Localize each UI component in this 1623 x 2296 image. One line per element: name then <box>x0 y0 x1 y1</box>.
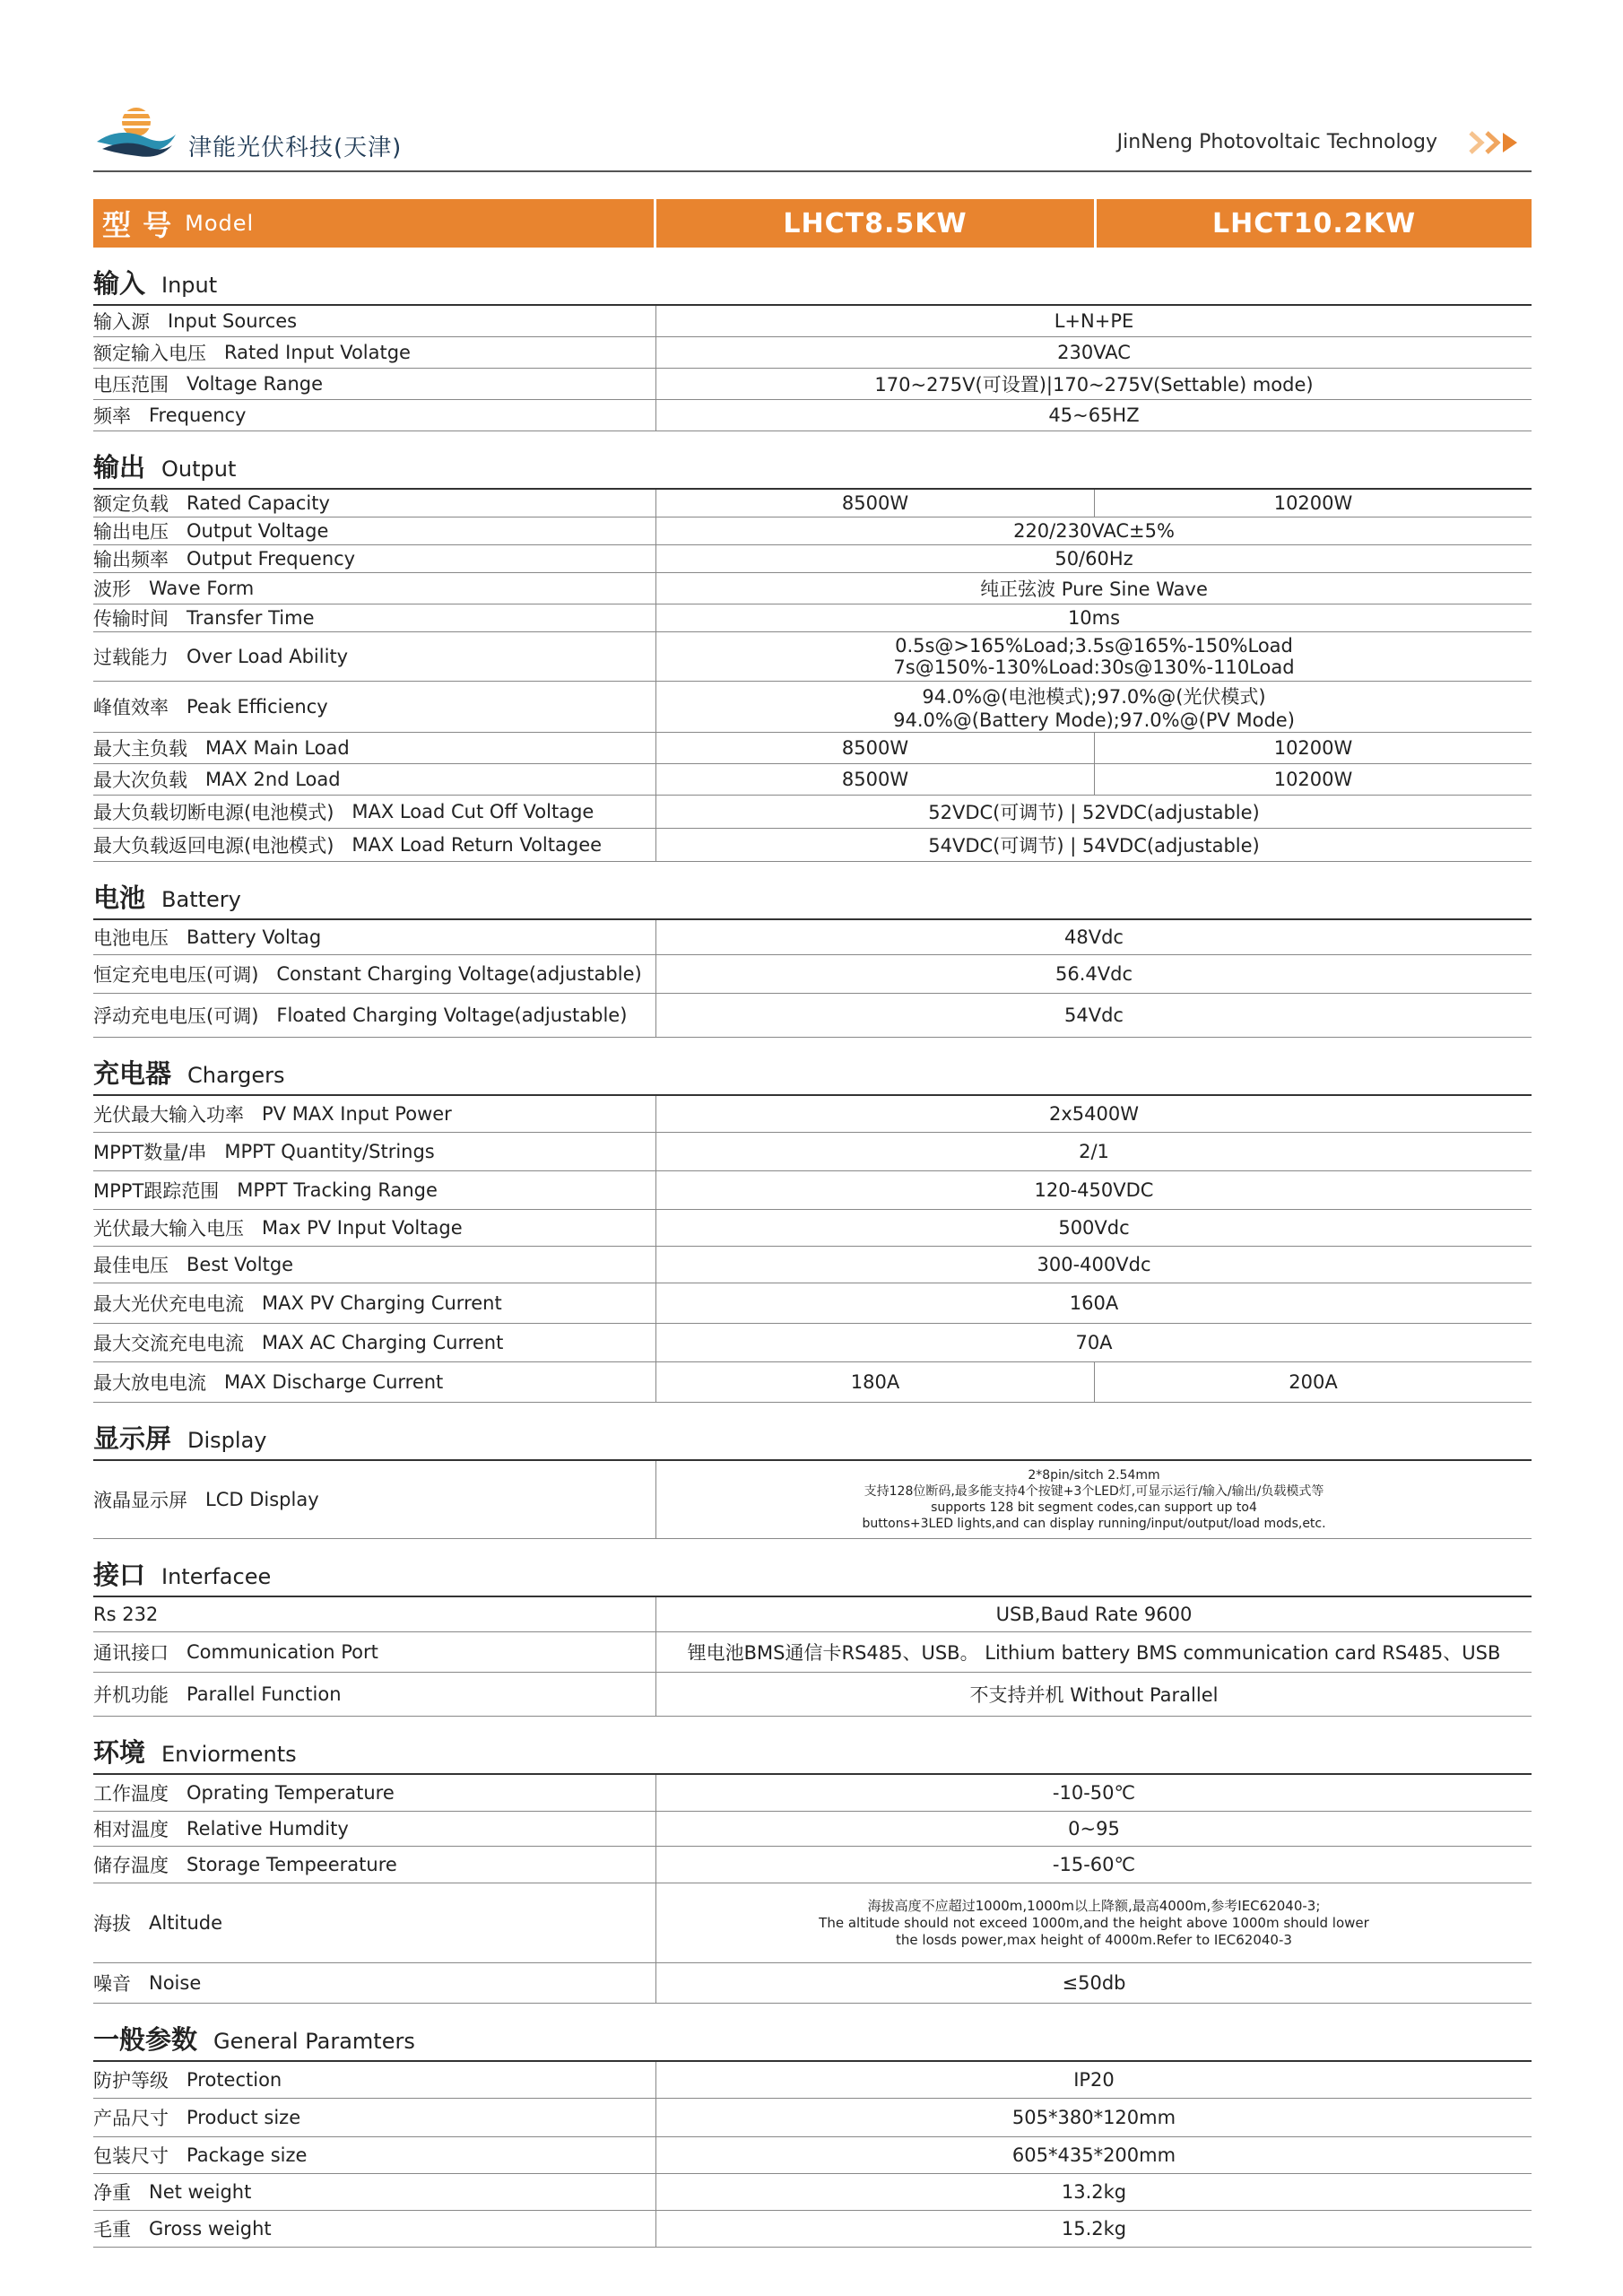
spec-value <box>656 337 1532 368</box>
spec-label-en: Voltage Range <box>187 373 324 395</box>
spec-label <box>93 2137 656 2173</box>
spec-row <box>93 682 1532 733</box>
spec-value-line: the losds power,max height of 4000m.Refer to IEC62040-3 <box>896 1931 1292 1948</box>
spec-value <box>656 920 1532 954</box>
spec-value <box>656 955 1532 993</box>
spec-value <box>656 1673 1532 1716</box>
spec-label-en: Package size <box>187 2144 308 2166</box>
spec-label-en: Oprating Temperature <box>187 1782 395 1804</box>
spec-label <box>93 1812 656 1846</box>
spec-value-text: 纯正弦波 Pure Sine Wave <box>980 578 1208 600</box>
spec-row <box>93 2137 1532 2174</box>
spec-row <box>93 2174 1532 2211</box>
spec-row <box>93 604 1532 632</box>
spec-value-text: 505*380*120mm <box>1011 2107 1176 2128</box>
spec-label-cn: 最大光伏充电电流 <box>93 1293 244 1315</box>
spec-row <box>93 400 1532 431</box>
spec-value-text: 500Vdc <box>1058 1217 1130 1239</box>
spec-label-en: Protection <box>187 2069 282 2091</box>
spec-row <box>93 955 1532 994</box>
spec-row <box>93 2099 1532 2137</box>
spec-label <box>93 796 656 828</box>
spec-label-cn: 最大主负载 <box>93 738 187 760</box>
spec-label-cn: 输出电压 <box>93 521 169 543</box>
spec-label-cn: 传输时间 <box>93 608 169 630</box>
section-title-cn: 一般参数 <box>93 2024 198 2055</box>
section-title-cn: 充电器 <box>93 1058 172 1089</box>
spec-row <box>93 1775 1532 1812</box>
spec-value <box>656 1247 1532 1283</box>
spec-label-cn: 并机功能 <box>93 1684 169 1706</box>
spec-row <box>93 1883 1532 1963</box>
spec-label-cn: 浮动充电电压(可调) <box>93 1005 259 1027</box>
spec-label-en: Gross weight <box>149 2218 272 2239</box>
spec-label <box>93 1775 656 1811</box>
spec-label <box>93 490 656 517</box>
section-title-cn: 显示屏 <box>93 1423 172 1454</box>
section-title <box>93 431 1532 490</box>
spec-value-text: 13.2kg <box>1061 2181 1127 2203</box>
spec-label-en: Noise <box>149 1972 202 1994</box>
model-label-cell <box>93 199 656 248</box>
spec-split-values <box>656 490 1532 517</box>
spec-value-text: 605*435*200mm <box>1011 2144 1176 2166</box>
model-label-en: Model <box>185 211 255 236</box>
spec-value-text-2: 94.0%@(Battery Mode);97.0%@(PV Mode) <box>893 709 1295 731</box>
model-name-2: LHCT10.2KW <box>1097 199 1532 248</box>
spec-label-cn: 输出频率 <box>93 549 169 570</box>
section-title-en: Display <box>187 1428 267 1453</box>
spec-value <box>656 1812 1532 1846</box>
spec-label-en: Constant Charging Voltage(adjustable) <box>276 963 642 985</box>
section-title-cn: 输入 <box>93 268 146 299</box>
spec-value <box>656 1883 1532 1962</box>
spec-label <box>93 682 656 732</box>
spec-row <box>93 1963 1532 2004</box>
spec-label <box>93 306 656 336</box>
spec-label <box>93 2099 656 2136</box>
spec-label <box>93 1096 656 1132</box>
spec-value-text: 70A <box>1075 1332 1113 1353</box>
spec-value-model-1: 8500W <box>656 490 1095 517</box>
spec-label-cn: 包装尺寸 <box>93 2145 169 2167</box>
spec-value-text: 10ms <box>1067 607 1121 629</box>
spec-label-cn: 频率 <box>93 405 131 427</box>
spec-label-en: Output Frequency <box>187 548 356 570</box>
section-title <box>93 2004 1532 2062</box>
spec-label-en: MAX PV Charging Current <box>262 1292 502 1314</box>
spec-value-text: ≤50db <box>1062 1972 1126 1994</box>
spec-split-values <box>656 733 1532 763</box>
spec-value-model-1: 180A <box>656 1362 1095 1402</box>
spec-value-text-2: 7s@150%-130%Load:30s@130%-110Load <box>893 657 1295 678</box>
spec-label-en: Battery Voltag <box>187 926 322 948</box>
spec-label-en: MAX 2nd Load <box>205 769 341 790</box>
spec-label-cn: 毛重 <box>93 2219 131 2240</box>
spec-value-model-2: 10200W <box>1273 769 1353 790</box>
spec-value <box>656 2174 1532 2210</box>
spec-value <box>656 1775 1532 1811</box>
spec-value-text: 锂电池BMS通信卡RS485、USB。 Lithium battery BMS communication card RS485、USB <box>687 1642 1501 1664</box>
spec-label <box>93 517 656 544</box>
spec-label <box>93 920 656 954</box>
spec-value <box>656 369 1532 399</box>
spec-value <box>656 573 1532 604</box>
spec-label <box>93 2062 656 2098</box>
spec-label-cn: 相对温度 <box>93 1819 169 1840</box>
spec-value <box>656 545 1532 572</box>
spec-label-cn: 电池电压 <box>93 927 169 949</box>
spec-label <box>93 2211 656 2247</box>
spec-label-en: Storage Tempeerature <box>187 1854 397 1875</box>
spec-row <box>93 994 1532 1038</box>
spec-value <box>656 796 1532 828</box>
spec-label <box>93 994 656 1037</box>
section-title <box>93 1038 1532 1096</box>
spec-label-en: Parallel Function <box>187 1683 342 1705</box>
spec-label-en: Floated Charging Voltage(adjustable) <box>276 1004 628 1026</box>
spec-row <box>93 1096 1532 1133</box>
section-title-en: Interfacee <box>161 1564 272 1589</box>
spec-value <box>656 1632 1532 1672</box>
spec-value <box>656 994 1532 1037</box>
spec-label <box>93 1847 656 1883</box>
section-title <box>93 1717 1532 1775</box>
spec-label-cn: 光伏最大输入功率 <box>93 1104 244 1126</box>
spec-label-cn: 电压范围 <box>93 374 169 396</box>
spec-label <box>93 573 656 604</box>
spec-value-line: 支持128位断码,最多能支持4个按键+3个LED灯,可显示运行/输入/输出/负载模式等 <box>864 1484 1324 1499</box>
model-label-cn: 型 号 <box>102 208 173 242</box>
section-title-en: Chargers <box>187 1063 285 1088</box>
section-title <box>93 1539 1532 1597</box>
spec-label <box>93 1283 656 1323</box>
spec-value-text: 170~275V(可设置)|170~275V(Settable) mode) <box>874 374 1314 396</box>
spec-label <box>93 1963 656 2003</box>
section-title <box>93 248 1532 306</box>
spec-label-en: Input Sources <box>168 310 298 332</box>
spec-value-text: 120-450VDC <box>1034 1179 1154 1201</box>
spec-value-text: 54Vdc <box>1064 1004 1124 1026</box>
spec-value-text: -15-60℃ <box>1052 1854 1136 1875</box>
spec-split-values <box>656 764 1532 795</box>
spec-label <box>93 1883 656 1962</box>
spec-row <box>93 306 1532 337</box>
spec-label-cn: 过载能力 <box>93 647 169 668</box>
spec-row <box>93 1847 1532 1883</box>
spec-value-text: 0.5s@>165%Load;3.5s@165%-150%Load <box>895 635 1293 657</box>
spec-row <box>93 1632 1532 1673</box>
spec-value-line: The altitude should not exceed 1000m,and the height above 1000m should lower <box>819 1914 1369 1931</box>
spec-value-text: 0~95 <box>1068 1818 1120 1839</box>
spec-value-model-2: 10200W <box>1273 492 1353 514</box>
spec-value-text: 160A <box>1069 1292 1119 1314</box>
spec-value-text: 15.2kg <box>1061 2218 1127 2239</box>
spec-value-text: 2/1 <box>1079 1141 1109 1162</box>
spec-label-cn: 海拔 <box>93 1913 131 1935</box>
spec-label-cn: 储存温度 <box>93 1855 169 1876</box>
spec-label <box>93 632 656 681</box>
section-title-en: Battery <box>161 887 241 912</box>
spec-label-en: LCD Display <box>205 1489 319 1510</box>
spec-row <box>93 2211 1532 2248</box>
spec-label <box>93 2174 656 2210</box>
spec-sections <box>93 248 1532 2248</box>
model-name-1: LHCT8.5KW <box>656 199 1097 248</box>
spec-label <box>93 369 656 399</box>
spec-value-text: 48Vdc <box>1064 926 1124 948</box>
spec-value <box>656 1096 1532 1132</box>
spec-row <box>93 1133 1532 1171</box>
spec-value <box>656 1210 1532 1246</box>
spec-value-model-1: 8500W <box>656 733 1095 763</box>
spec-row <box>93 829 1532 862</box>
company-logo-icon <box>93 99 179 163</box>
spec-label-cn: 工作温度 <box>93 1783 169 1805</box>
spec-label-en: MPPT Tracking Range <box>237 1179 438 1201</box>
spec-label-en: Wave Form <box>149 578 255 599</box>
spec-label-cn: 最大次负载 <box>93 770 187 791</box>
spec-label-en: Altitude <box>149 1912 223 1934</box>
spec-label-cn: 液晶显示屏 <box>93 1490 187 1511</box>
spec-value-text: 2x5400W <box>1049 1103 1139 1125</box>
spec-value-text: L+N+PE <box>1054 310 1134 332</box>
spec-row <box>93 796 1532 829</box>
spec-label-cn: 最大负载返回电源(电池模式) <box>93 835 334 857</box>
spec-label-cn: 最大交流充电电流 <box>93 1333 244 1354</box>
spec-label-cn: 噪音 <box>93 1973 131 1995</box>
spec-row <box>93 1210 1532 1247</box>
spec-label-cn: 额定输入电压 <box>93 343 206 364</box>
spec-label-cn: 最大放电电流 <box>93 1372 206 1394</box>
spec-label-cn: 最佳电压 <box>93 1255 169 1276</box>
spec-label <box>93 545 656 572</box>
section-title-cn: 输出 <box>93 452 146 483</box>
spec-label <box>93 733 656 763</box>
page-header <box>93 99 1532 170</box>
spec-label-en: MAX Main Load <box>205 737 350 759</box>
spec-value <box>656 1597 1532 1631</box>
spec-label-en: Product size <box>187 2107 301 2128</box>
spec-value <box>656 2099 1532 2136</box>
company-name-cn: 津能光伏科技(天津) <box>188 135 403 161</box>
spec-label-en: Rated Input Volatge <box>224 342 411 363</box>
spec-label-cn: 额定负载 <box>93 493 169 515</box>
spec-value <box>656 400 1532 430</box>
spec-row <box>93 1324 1532 1362</box>
spec-label <box>93 1597 656 1631</box>
spec-label-cn: MPPT跟踪范围 <box>93 1180 220 1202</box>
spec-label-cn: 最大负载切断电源(电池模式) <box>93 802 334 823</box>
spec-label-en: PV MAX Input Power <box>262 1103 452 1125</box>
spec-label <box>93 337 656 368</box>
spec-label-cn: 防护等级 <box>93 2070 169 2092</box>
spec-label-en: Best Voltge <box>187 1254 294 1275</box>
spec-value <box>656 1847 1532 1883</box>
spec-label-cn: 通讯接口 <box>93 1642 169 1664</box>
spec-label <box>93 1673 656 1716</box>
spec-value <box>656 1461 1532 1538</box>
spec-row <box>93 920 1532 955</box>
spec-label <box>93 1171 656 1209</box>
spec-label <box>93 955 656 993</box>
header-divider <box>93 170 1532 172</box>
spec-row <box>93 573 1532 604</box>
spec-row <box>93 1597 1532 1632</box>
spec-label-en: MAX Discharge Current <box>224 1371 444 1393</box>
spec-value-line: 2*8pin/sitch 2.54mm <box>1028 1468 1160 1483</box>
spec-value-text: 54VDC(可调节) | 54VDC(adjustable) <box>928 835 1260 857</box>
spec-row <box>93 1247 1532 1283</box>
spec-value-text: 56.4Vdc <box>1055 963 1133 985</box>
spec-label-en: Output Voltage <box>187 520 329 542</box>
spec-value <box>656 2137 1532 2173</box>
spec-label <box>93 604 656 631</box>
spec-label-en: MAX AC Charging Current <box>262 1332 504 1353</box>
spec-label-cn: 产品尺寸 <box>93 2108 169 2129</box>
spec-label-en: Net weight <box>149 2181 252 2203</box>
spec-row <box>93 632 1532 682</box>
spec-label-en: Peak Efficiency <box>187 696 328 718</box>
spec-label-en: Communication Port <box>187 1641 378 1663</box>
spec-label-en: Max PV Input Voltage <box>262 1217 463 1239</box>
spec-value <box>656 1963 1532 2003</box>
spec-label <box>93 1362 656 1402</box>
section-title-en: General Paramters <box>213 2029 415 2054</box>
spec-value-text: 52VDC(可调节) | 52VDC(adjustable) <box>928 802 1260 823</box>
spec-label-en: MPPT Quantity/Strings <box>224 1141 435 1162</box>
section-title <box>93 1403 1532 1461</box>
spec-row <box>93 1812 1532 1847</box>
spec-value-text: 94.0%@(电池模式);97.0%@(光伏模式) <box>922 686 1266 708</box>
spec-row <box>93 369 1532 400</box>
spec-label-en: MAX Load Return Voltagee <box>352 834 603 856</box>
spec-label-cn: 波形 <box>93 578 131 600</box>
spec-row <box>93 1362 1532 1403</box>
spec-label <box>93 1133 656 1170</box>
spec-row <box>93 1461 1532 1539</box>
spec-label <box>93 1210 656 1246</box>
spec-row <box>93 2062 1532 2099</box>
spec-value <box>656 682 1532 732</box>
spec-value-text: 300-400Vdc <box>1037 1254 1151 1275</box>
company-name-en: JinNeng Photovoltaic Technology <box>1116 131 1437 153</box>
spec-label-en: Transfer Time <box>187 607 315 629</box>
spec-value <box>656 2211 1532 2247</box>
spec-value-text: USB,Baud Rate 9600 <box>995 1604 1193 1625</box>
spec-value-model-2: 200A <box>1289 1371 1338 1393</box>
spec-label <box>93 829 656 861</box>
spec-value <box>656 2062 1532 2098</box>
spec-row <box>93 1283 1532 1324</box>
section-title-en: Enviorments <box>161 1742 297 1767</box>
spec-row <box>93 517 1532 545</box>
spec-value <box>656 604 1532 631</box>
section-title-cn: 电池 <box>93 883 146 913</box>
spec-value <box>656 632 1532 681</box>
spec-value-line: 海拔高度不应超过1000m,1000m以上降额,最高4000m,参考IEC62040-3; <box>867 1897 1321 1914</box>
spec-value-text: 220/230VAC±5% <box>1013 520 1175 542</box>
spec-value-text: 230VAC <box>1057 342 1131 363</box>
spec-split-values <box>656 1362 1532 1402</box>
spec-value <box>656 306 1532 336</box>
spec-value-line: supports 128 bit segment codes,can support up to4 <box>931 1500 1257 1515</box>
spec-row <box>93 1171 1532 1210</box>
spec-label <box>93 764 656 795</box>
spec-row <box>93 490 1532 517</box>
spec-label-cn: 恒定充电电压(可调) <box>93 964 259 986</box>
spec-row <box>93 764 1532 796</box>
spec-label-cn: 净重 <box>93 2182 131 2204</box>
model-header-row <box>93 199 1532 248</box>
spec-label-en: MAX Load Cut Off Voltage <box>352 801 595 822</box>
spec-value <box>656 1283 1532 1323</box>
spec-row <box>93 545 1532 573</box>
spec-label <box>93 1247 656 1283</box>
chevron-arrows-icon <box>1469 129 1532 156</box>
section-title <box>93 862 1532 920</box>
spec-value-text: 45~65HZ <box>1048 404 1140 426</box>
spec-label <box>93 1461 656 1538</box>
spec-value-text: IP20 <box>1073 2069 1115 2091</box>
section-title-en: Input <box>161 273 218 298</box>
spec-label-cn: 峰值效率 <box>93 697 169 718</box>
spec-value-text: -10-50℃ <box>1052 1782 1136 1804</box>
section-title-cn: 接口 <box>93 1560 146 1590</box>
spec-value-text: 不支持并机 Without Parallel <box>969 1684 1219 1706</box>
spec-value-model-2: 10200W <box>1273 737 1353 759</box>
spec-value <box>656 1324 1532 1361</box>
spec-label-en: Frequency <box>149 404 247 426</box>
spec-value-line: buttons+3LED lights,and can display running/input/output/load mods,etc. <box>862 1517 1326 1531</box>
spec-value-text: 50/60Hz <box>1055 548 1133 570</box>
spec-value <box>656 1133 1532 1170</box>
spec-label-cn: Rs 232 <box>93 1604 159 1625</box>
spec-label-en: Relative Humdity <box>187 1818 349 1839</box>
spec-value <box>656 517 1532 544</box>
spec-value <box>656 1171 1532 1209</box>
spec-row <box>93 1673 1532 1717</box>
spec-value <box>656 829 1532 861</box>
spec-label-cn: MPPT数量/串 <box>93 1142 207 1163</box>
section-title-cn: 环境 <box>93 1737 146 1768</box>
section-title-en: Output <box>161 457 237 482</box>
spec-label <box>93 400 656 430</box>
spec-label-en: Rated Capacity <box>187 492 330 514</box>
spec-label <box>93 1632 656 1672</box>
spec-label-en: Over Load Ability <box>187 646 349 667</box>
spec-label-cn: 输入源 <box>93 311 150 333</box>
spec-row <box>93 337 1532 369</box>
spec-row <box>93 733 1532 764</box>
spec-label-cn: 光伏最大输入电压 <box>93 1218 244 1239</box>
spec-label <box>93 1324 656 1361</box>
spec-value-model-1: 8500W <box>656 764 1095 795</box>
